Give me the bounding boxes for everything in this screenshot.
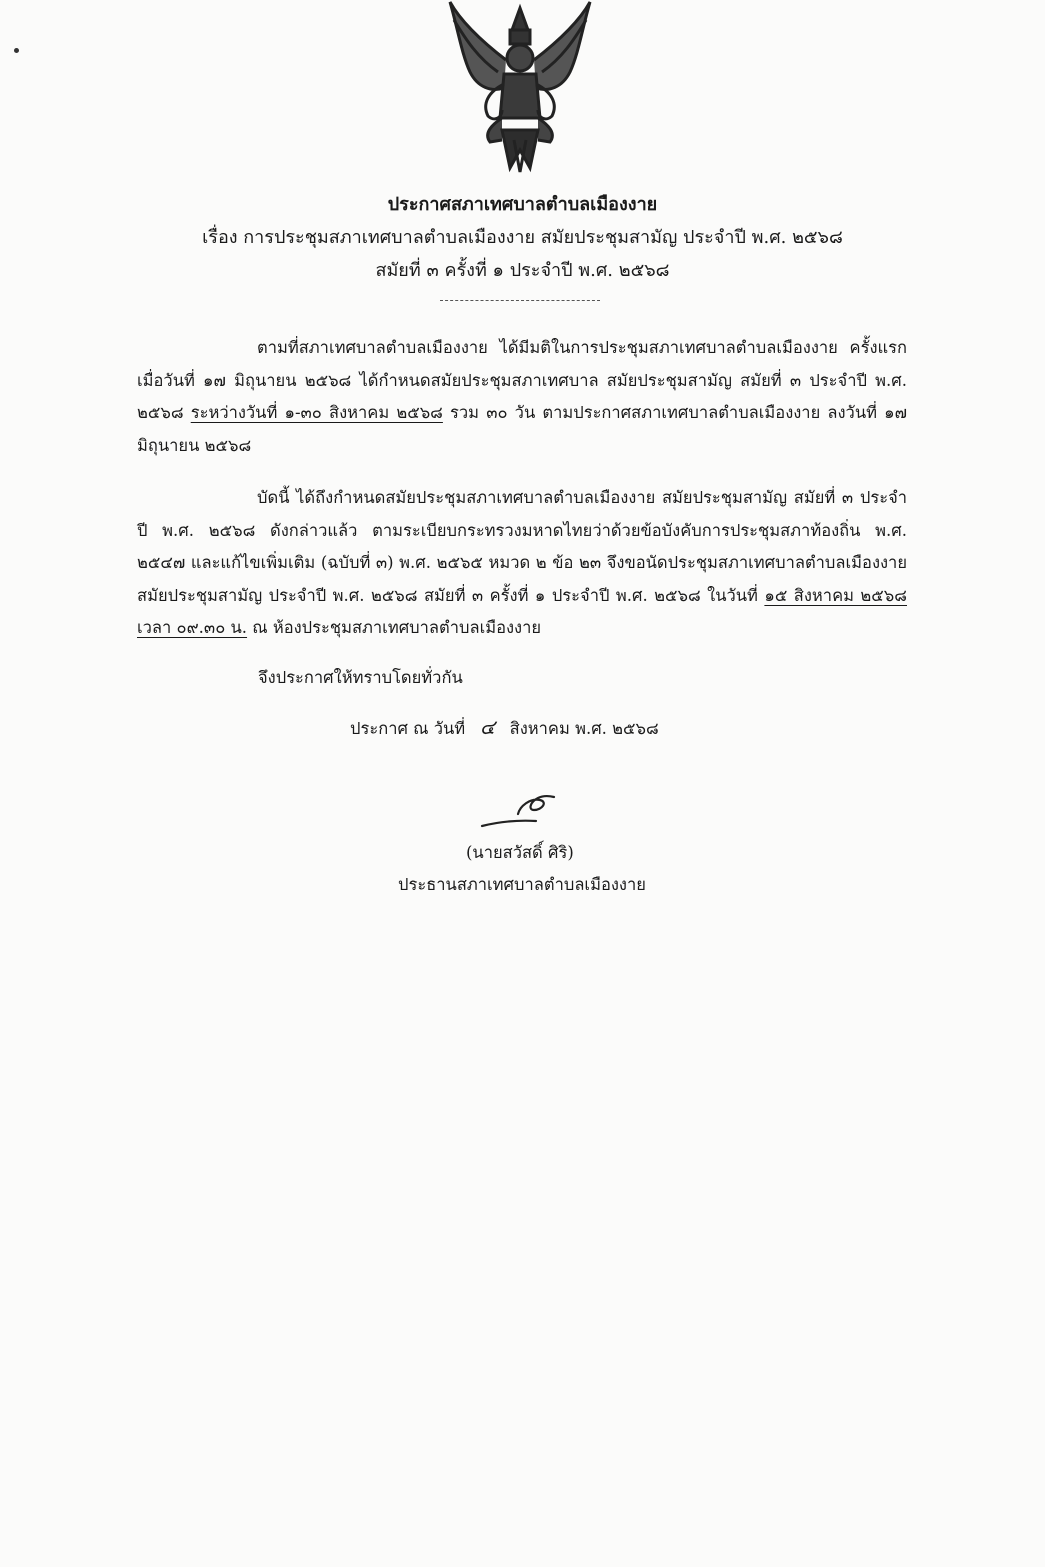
dashed-divider xyxy=(440,300,600,301)
paragraph-1 xyxy=(137,332,907,462)
signer-title: ประธานสภาเทศบาลตำบลเมืองงาย xyxy=(398,875,646,894)
announced-day-handwritten: ๔ xyxy=(479,715,495,739)
announcement-date xyxy=(350,712,659,744)
closing-line: จึงประกาศให้ทราบโดยทั่วกัน xyxy=(258,668,463,687)
announced-suffix: สิงหาคม พ.ศ. ๒๕๖๘ xyxy=(509,719,659,738)
signer-name: (นายสวัสดิ์ ศิริ) xyxy=(466,843,574,862)
handwritten-signature xyxy=(478,788,568,838)
paragraph-2 xyxy=(137,482,907,645)
meeting-datetime-underlined: ๑๕ สิงหาคม ๒๕๖๘ เวลา ๐๙.๓๐ น. xyxy=(137,585,907,637)
scan-speck xyxy=(14,48,19,53)
announced-prefix: ประกาศ ณ วันที่ xyxy=(350,719,466,738)
announcement-session: สมัยที่ ๓ ครั้งที่ ๑ ประจำปี พ.ศ. ๒๕๖๘ xyxy=(375,260,670,281)
announcement-subject: เรื่อง การประชุมสภาเทศบาลตำบลเมืองงาย สมัยประชุมสามัญ ประจำปี พ.ศ. ๒๕๖๘ xyxy=(202,227,843,248)
announcement-title: ประกาศสภาเทศบาลตำบลเมืองงาย xyxy=(387,194,658,215)
meeting-period-underlined: ระหว่างวันที่ ๑-๓๐ สิงหาคม ๒๕๖๘ xyxy=(190,403,443,422)
paragraph-1-text-b: รวม ๓๐ วัน ตามประกาศสภาเทศบาลตำบลเมืองงาย ลงวันที่ ๑๗ มิถุนายน ๒๕๖๘ xyxy=(137,403,907,455)
garuda-emblem xyxy=(440,0,600,180)
paragraph-1-text-a: ตามที่สภาเทศบาลตำบลเมืองงาย ได้มีมติในการประชุมสภาเทศบาลตำบลเมืองงาย ครั้งแรก เมื่อวันที่ ๑๗ มิถุนายน ๒๕๖๘ ได้กำหนดสมัยประชุมสภาเทศบาล สมัยประชุมสามัญ สมัยที่ ๓ ประจำปี พ.ศ. ๒๕๖๘ xyxy=(137,338,907,422)
paragraph-2-text-a: บัดนี้ ได้ถึงกำหนดสมัยประชุมสภาเทศบาลตำบลเมืองงาย สมัยประชุมสามัญ สมัยที่ ๓ ประจำปี พ.ศ. ๒๕๖๘ ดังกล่าวแล้ว ตามระเบียบกระทรวงมหาดไทยว่าด้วยข้อบังคับการประชุมสภาท้องถิ่น พ.ศ. ๒๕๔๗ และแก้ไขเพิ่มเติม (ฉบับที่ ๓) พ.ศ. ๒๕๖๕ หมวด ๒ ข้อ ๒๓ จึงขอนัดประชุมสภาเทศบาลตำบลเมืองงาย สมัยประชุมสามัญ ประจำปี พ.ศ. ๒๕๖๘ สมัยที่ ๓ ครั้งที่ ๑ ประจำปี พ.ศ. ๒๕๖๘ ในวันที่ xyxy=(137,488,907,605)
paragraph-2-text-b: ณ ห้องประชุมสภาเทศบาลตำบลเมืองงาย xyxy=(247,618,542,637)
